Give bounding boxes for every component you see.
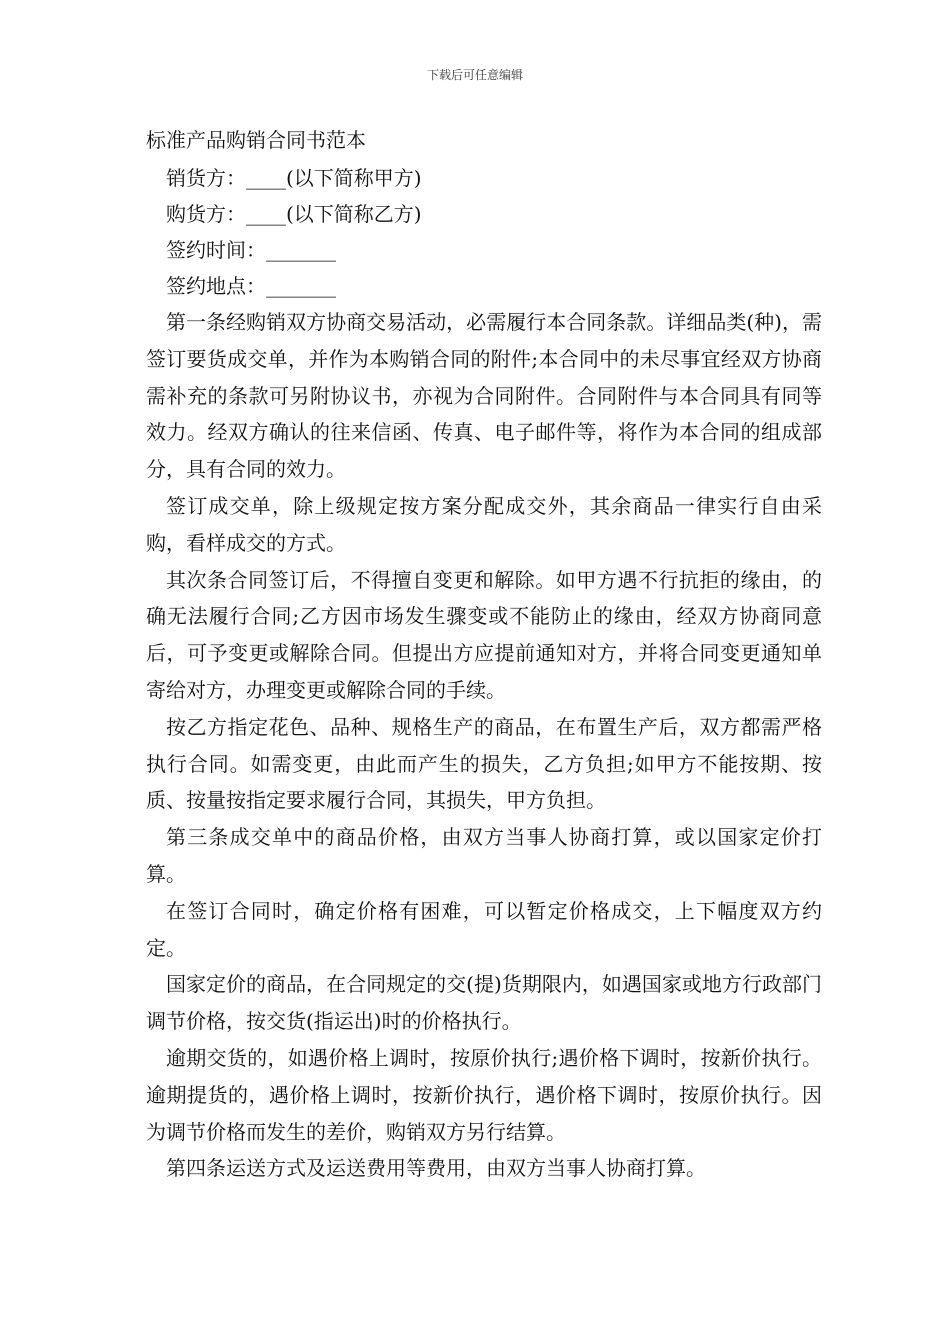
field-sign-date: 签约时间：_______	[166, 238, 336, 262]
field-sign-place: 签约地点：_______	[166, 274, 336, 298]
document-body	[146, 126, 822, 1187]
paragraph-provisional-price: 在签订合同时，确定价格有困难，可以暂定价格成交，上下幅度双方约定。	[146, 898, 822, 960]
paragraph-custom-production: 按乙方指定花色、品种、规格生产的商品，在布置生产后，双方都需严格执行合同。如需变更，由此而产生的损失，乙方负担;如甲方不能按期、按质、按量按指定要求履行合同，其损失，甲方负担。	[146, 714, 822, 813]
paragraph-article-1: 第一条经购销双方协商交易活动，必需履行本合同条款。详细品类(种)，需签订要货成交单，并作为本购销合同的附件;本合同中的未尽事宜经双方协商需补充的条款可另附协议书，亦视为合同附件。合同附件与本合同具有同等效力。经双方确认的往来信函、传真、电子邮件等，将作为本合同的组成部分，具有合同的效力。	[146, 310, 822, 482]
field-buyer: 购货方：____(以下简称乙方)	[166, 202, 422, 226]
page-header-note: 下载后可任意编辑	[426, 68, 523, 82]
paragraph-state-price: 国家定价的商品，在合同规定的交(提)货期限内，如遇国家或地方行政部门调节价格，按交货(指运出)时的价格执行。	[146, 972, 822, 1034]
paragraph-article-3: 第三条成交单中的商品价格，由双方当事人协商打算，或以国家定价打算。	[146, 825, 822, 886]
paragraph-order-note: 签订成交单，除上级规定按方案分配成交外，其余商品一律实行自由采购，看样成交的方式。	[146, 493, 822, 555]
paragraph-late-delivery: 逾期交货的，如遇价格上调时，按原价执行;遇价格下调时，按新价执行。逾期提货的，遇价格上调时，按新价执行，遇价格下调时，按原价执行。因为调节价格而发生的差价，购销双方另行结算。	[146, 1045, 822, 1144]
paragraph-article-2: 其次条合同签订后，不得擅自变更和解除。如甲方遇不行抗拒的缘由，的确无法履行合同;乙方因市场发生骤变或不能防止的缘由，经双方协商同意后，可予变更或解除合同。但提出方应提前通知对方，并将合同变更通知单寄给对方，办理变更或解除合同的手续。	[146, 567, 822, 702]
paragraph-article-4: 第四条运送方式及运送费用等费用，由双方当事人协商打算。	[166, 1156, 706, 1181]
field-seller: 销货方：____(以下简称甲方)	[166, 166, 422, 190]
document-title: 标准产品购销合同书范本	[146, 128, 366, 152]
